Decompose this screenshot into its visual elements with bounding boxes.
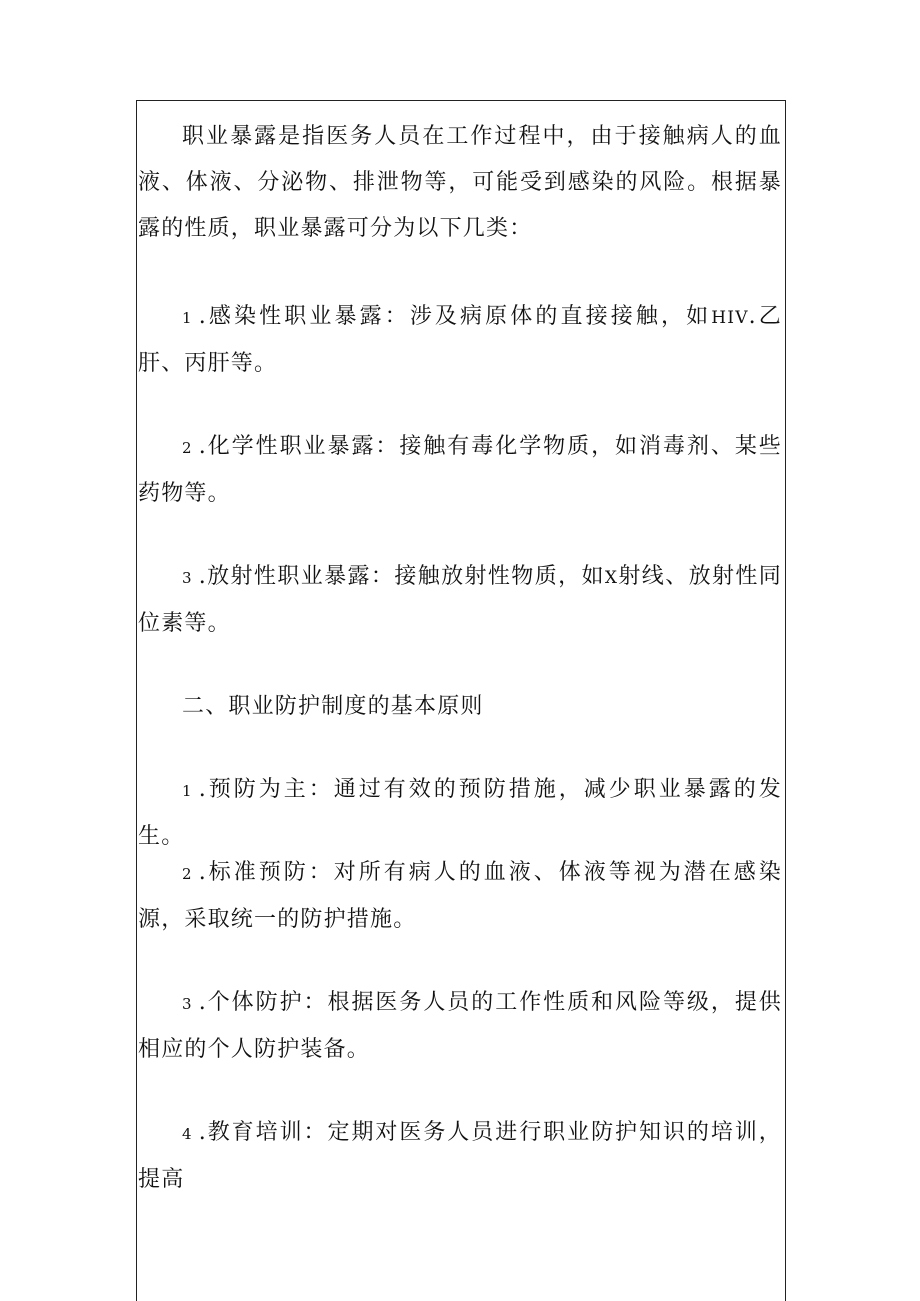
list-text: .教育培训：定期对医务人员进行职业防护知识的培训，提高 [138,1120,782,1192]
list-number: 4 [182,1125,193,1143]
list-number: 3 [182,569,193,587]
list-text: .感染性职业暴露：涉及病原体的直接接触，如 [198,304,712,329]
latin-term: HIV [711,308,749,328]
exposure-type-3 [138,554,782,647]
exposure-type-1 [138,294,782,387]
exposure-type-2 [138,424,782,517]
list-text: .标准预防：对所有病人的血液、体液等视为潜在感染源，采取统一的防护措施。 [138,860,782,932]
list-number: 2 [182,865,193,883]
principle-1 [138,767,782,860]
principle-3 [138,980,782,1073]
principle-4 [138,1110,782,1203]
list-text: .放射性职业暴露：接触放射性物质，如 [198,564,605,589]
list-text: 射线、放射性同位素等。 [138,564,782,636]
list-number: 3 [182,995,193,1013]
list-text: .预防为主：通过有效的预防措施，减少职业暴露的发生。 [138,777,782,849]
list-text: .个体防护：根据医务人员的工作性质和风险等级，提供相应的个人防护装备。 [138,990,782,1062]
list-number: 2 [182,439,193,457]
list-text: .化学性职业暴露：接触有毒化学物质，如消毒剂、某些药物等。 [138,434,782,506]
intro-paragraph: 职业暴露是指医务人员在工作过程中，由于接触病人的血液、体液、分泌物、排泄物等，可能受到感染的风险。根据暴露的性质，职业暴露可分为以下几类： [138,124,782,241]
list-number: 1 [182,309,193,327]
section-heading: 二、职业防护制度的基本原则 [182,694,484,719]
list-number: 1 [182,782,193,800]
principle-2 [138,850,782,943]
latin-term: X [604,568,619,588]
list-text: .乙肝、丙肝等。 [138,304,782,376]
